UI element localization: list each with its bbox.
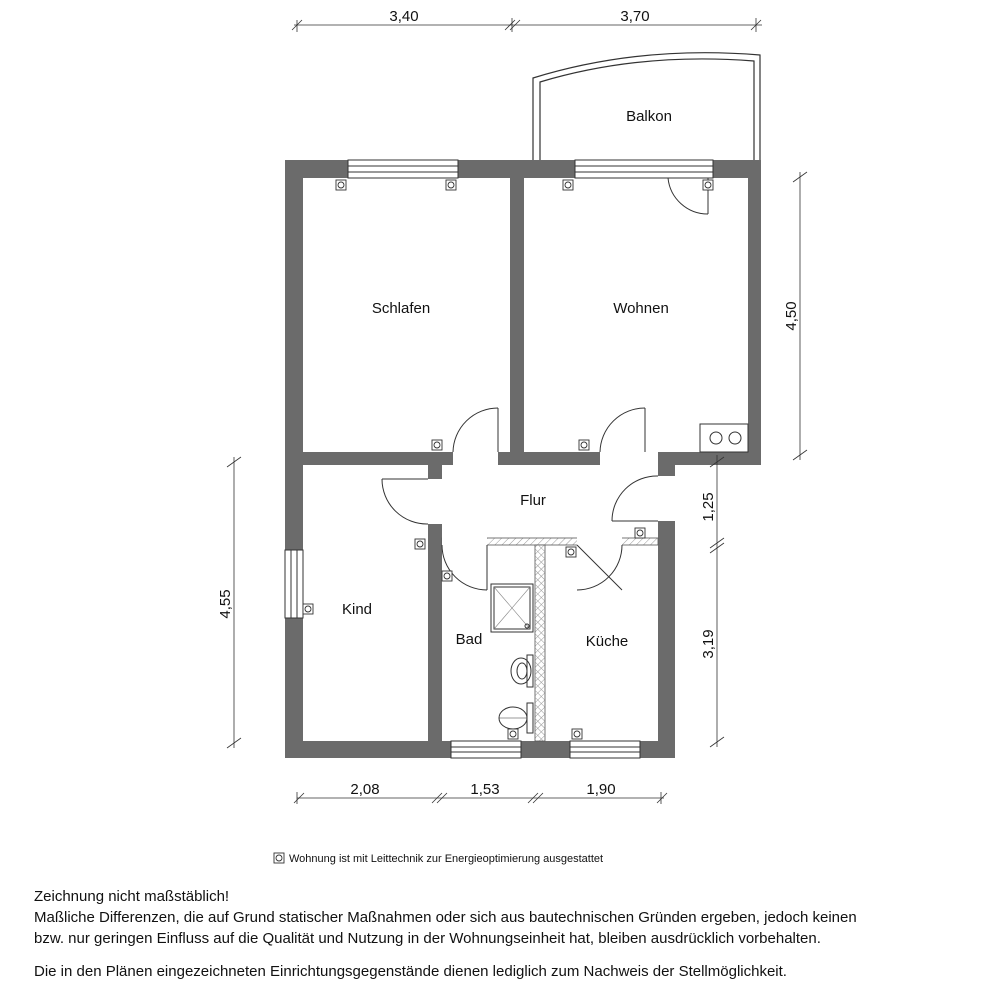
sensor-icon (703, 180, 713, 190)
door-kind (382, 479, 428, 524)
note-line-2: Maßliche Differenzen, die auf Grund statischer Maßnahmen oder sich aus bautechnischen Gründen ergeben, jedoch keinen (34, 909, 857, 926)
door-bad (442, 545, 487, 590)
sensor-icon (432, 440, 442, 450)
dim-right-upper: 4,50 (783, 301, 800, 331)
window-schlafen (348, 160, 458, 178)
stove-wohnen (700, 424, 748, 452)
door-balkon (668, 178, 708, 214)
sensor-icon (336, 180, 346, 190)
door-wohnen (600, 408, 645, 452)
room-label-balkon: Balkon (626, 108, 672, 125)
note-line-3: bzw. nur geringen Einfluss auf die Qualität und Nutzung in der Wohnungseinheit hat, bleiben ausdrücklich vorbehalten. (34, 930, 821, 947)
sensor-icon (635, 528, 645, 538)
dim-right-lower: 3,19 (700, 629, 717, 659)
sensor-icon (572, 729, 582, 739)
legend-text: Wohnung ist mit Leittechnik zur Energieoptimierung ausgestattet (289, 853, 604, 865)
window-wohnen (575, 160, 713, 178)
note-line-1: Zeichnung nicht maßstäblich! (34, 888, 230, 905)
room-label-wohnen: Wohnen (613, 300, 669, 317)
dim-left: 4,55 (217, 589, 234, 619)
sensor-icon (442, 571, 452, 581)
washbasin (511, 655, 533, 687)
dim-bottom-3: 1,90 (586, 781, 616, 798)
sensor-icon (508, 729, 518, 739)
room-labels (342, 108, 672, 650)
room-label-schlafen: Schlafen (371, 300, 431, 317)
door-entrance (612, 476, 658, 521)
window-kind (285, 550, 303, 618)
room-label-kind: Kind (341, 601, 373, 618)
sensor-icon (579, 440, 589, 450)
dim-bottom-1: 2,08 (350, 781, 380, 798)
walls (285, 160, 761, 758)
dimension-labels (217, 8, 800, 798)
room-label-flur: Flur (520, 492, 546, 509)
dim-top-left: 3,40 (389, 8, 419, 25)
sensor-icon (566, 547, 576, 557)
dim-top-right: 3,70 (620, 8, 650, 25)
note-line-4: Die in den Plänen eingezeichneten Einrichtungsgegenstände dienen lediglich zum Nachweis der Stellmöglichkeit. (34, 963, 787, 980)
legend (274, 853, 603, 865)
dim-right-middle: 1,25 (700, 492, 717, 522)
sensor-icon (563, 180, 573, 190)
fixtures (491, 424, 748, 733)
toilet (499, 703, 533, 733)
sensor-icon (303, 604, 313, 614)
window-bad (451, 741, 521, 758)
room-label-kueche: Küche (585, 633, 629, 650)
window-kueche (570, 741, 640, 758)
room-label-bad: Bad (455, 631, 483, 648)
notes (34, 886, 984, 982)
dim-bottom-2: 1,53 (470, 781, 500, 798)
door-schlafen (453, 408, 498, 452)
door-kueche (577, 545, 622, 590)
shower (491, 584, 533, 632)
sensor-icon (415, 539, 425, 549)
sensor-icon (446, 180, 456, 190)
balcony (533, 53, 760, 160)
sensor-icon (274, 853, 284, 863)
